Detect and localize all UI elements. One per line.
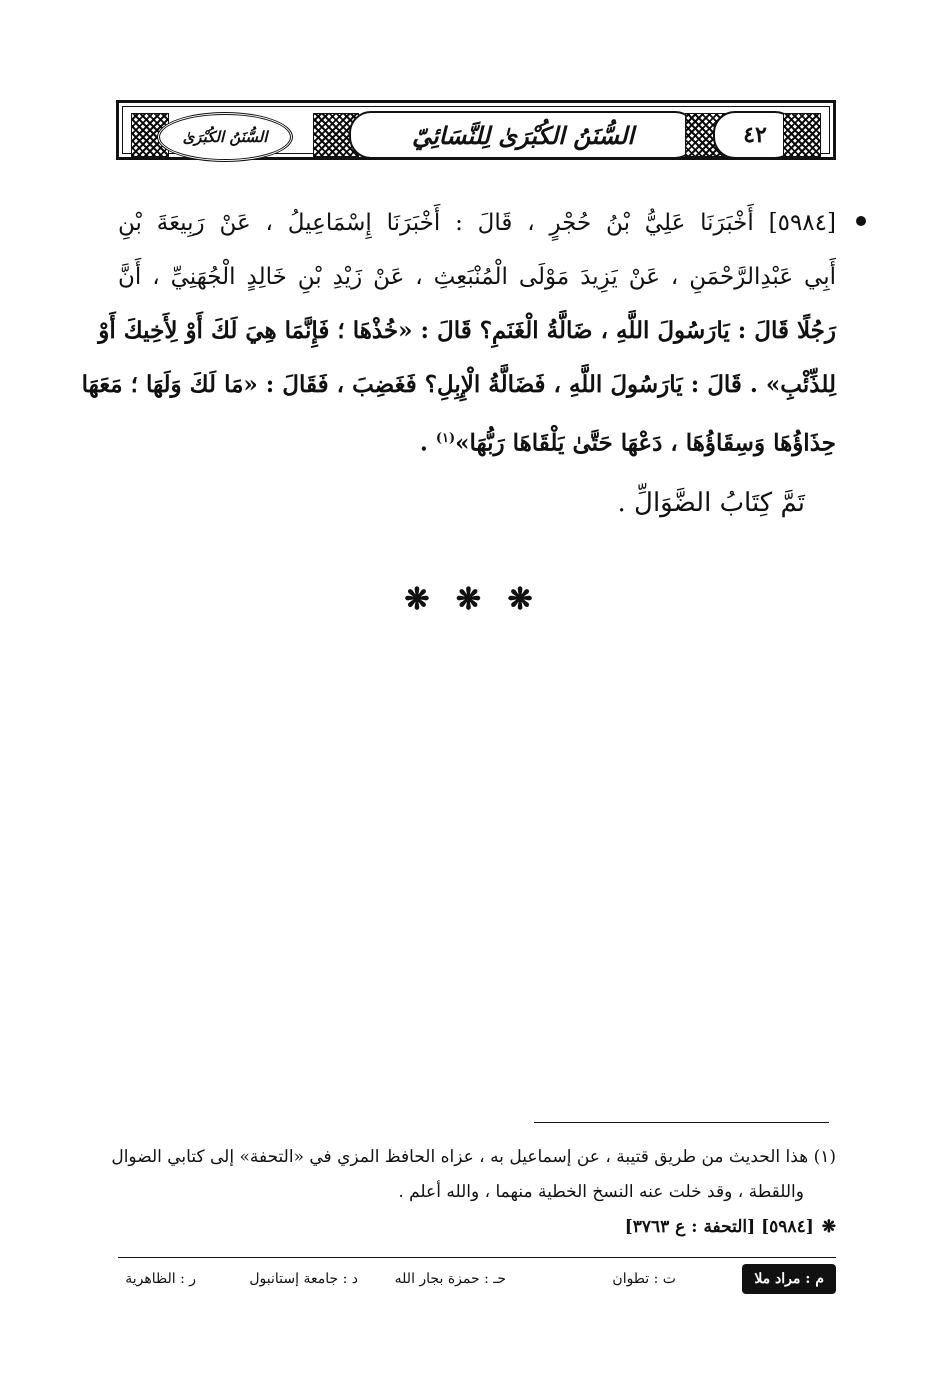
manuscript-d: د : جامعة إستانبول [249,1271,358,1287]
manuscript-r: ر : الظاهرية [125,1271,196,1287]
star-icon: ❋ [821,1217,836,1237]
final-period: . [419,429,428,457]
footnote-marker: (١) [435,431,456,446]
chapter-ending: تَمَّ كِتَابُ الضَّوَالِّ . [617,488,805,518]
manuscript-h: حـ : حمزة بجار الله [394,1271,506,1287]
hadith-line-4: لِلذِّئْبِ» . قَالَ : يَارَسُولَ اللَّهِ ، فَضَالَّةُ الْإِبِلِ؟ فَغَضِبَ ، فَقَالَ : «مَا لَكَ وَلَهَا ؛ مَعَهَا [81,371,836,398]
page-header [116,100,836,160]
hadith-line-1: [٥٩٨٤] أَخْبَرَنَا عَلِيُّ بْنُ حُجْرٍ ، قَالَ : أَخْبَرَنَا إِسْمَاعِيلُ ، عَنْ رَبِيعَةَ بْنِ [118,210,836,236]
footnote-rule [534,1122,829,1123]
bullet-icon [856,216,866,226]
manuscript-t: ت : تطوان [612,1271,676,1287]
bottom-rule [118,1257,836,1258]
running-title [349,111,697,159]
ornament-right-outer [783,113,821,157]
header-inner-border [122,106,830,154]
hadith-line-5 [118,412,836,471]
hadith-line-3: رَجُلًا قَالَ : يَارَسُولَ اللَّهِ ، ضَالَّةُ الْغَنَمِ؟ قَالَ : «خُذْهَا ؛ فَإِنَّمَا هِيَ لَكَ أَوْ لِأَخِيكَ أَوْ [98,317,836,344]
footnote-1-line-2: واللقطة ، وقد خلت عنه النسخ الخطية منهما ، والله أعلم . [398,1182,804,1202]
separator-stars: ❋ ❋ ❋ [404,582,541,617]
hadith-line-2: أَبِي عَبْدِالرَّحْمَنِ ، عَنْ يَزِيدَ مَوْلَى الْمُنْبَعِثِ ، عَنْ زَيْدِ بْنِ خَالِدٍ الْجُهَنِيِّ ، أَنَّ [118,264,836,290]
logo-text: السُّنَنُ الكُبْرَىٰ [182,128,268,146]
footnote-1-line-1: (١) هذا الحديث من طريق قتيبة ، عن إسماعيل به ، عزاه الحافظ المزي في «التحفة» إلى كتابي الضوال [111,1147,836,1167]
hadith-text [81,196,836,471]
manuscript-m: م : مراد ملا [742,1264,836,1294]
book-title: السُّنَنُ الكُبْرَىٰ لِلنَّسَائِيّ [411,120,635,150]
footnotes [111,1140,836,1245]
book-logo [157,112,293,162]
manuscript-sigla [118,1264,836,1296]
hadith-line-5-text: حِذَاؤُهَا وَسِقَاؤُهَا ، دَعْهَا حَتَّىٰ يَلْقَاهَا رَبُّهَا» [455,429,836,457]
page-number: ٤٢ [743,122,767,148]
tuhfa-reference [118,1210,836,1245]
tuhfa-reference-text: [٥٩٨٤] [التحفة : ع ٣٧٦٣] [624,1217,814,1237]
